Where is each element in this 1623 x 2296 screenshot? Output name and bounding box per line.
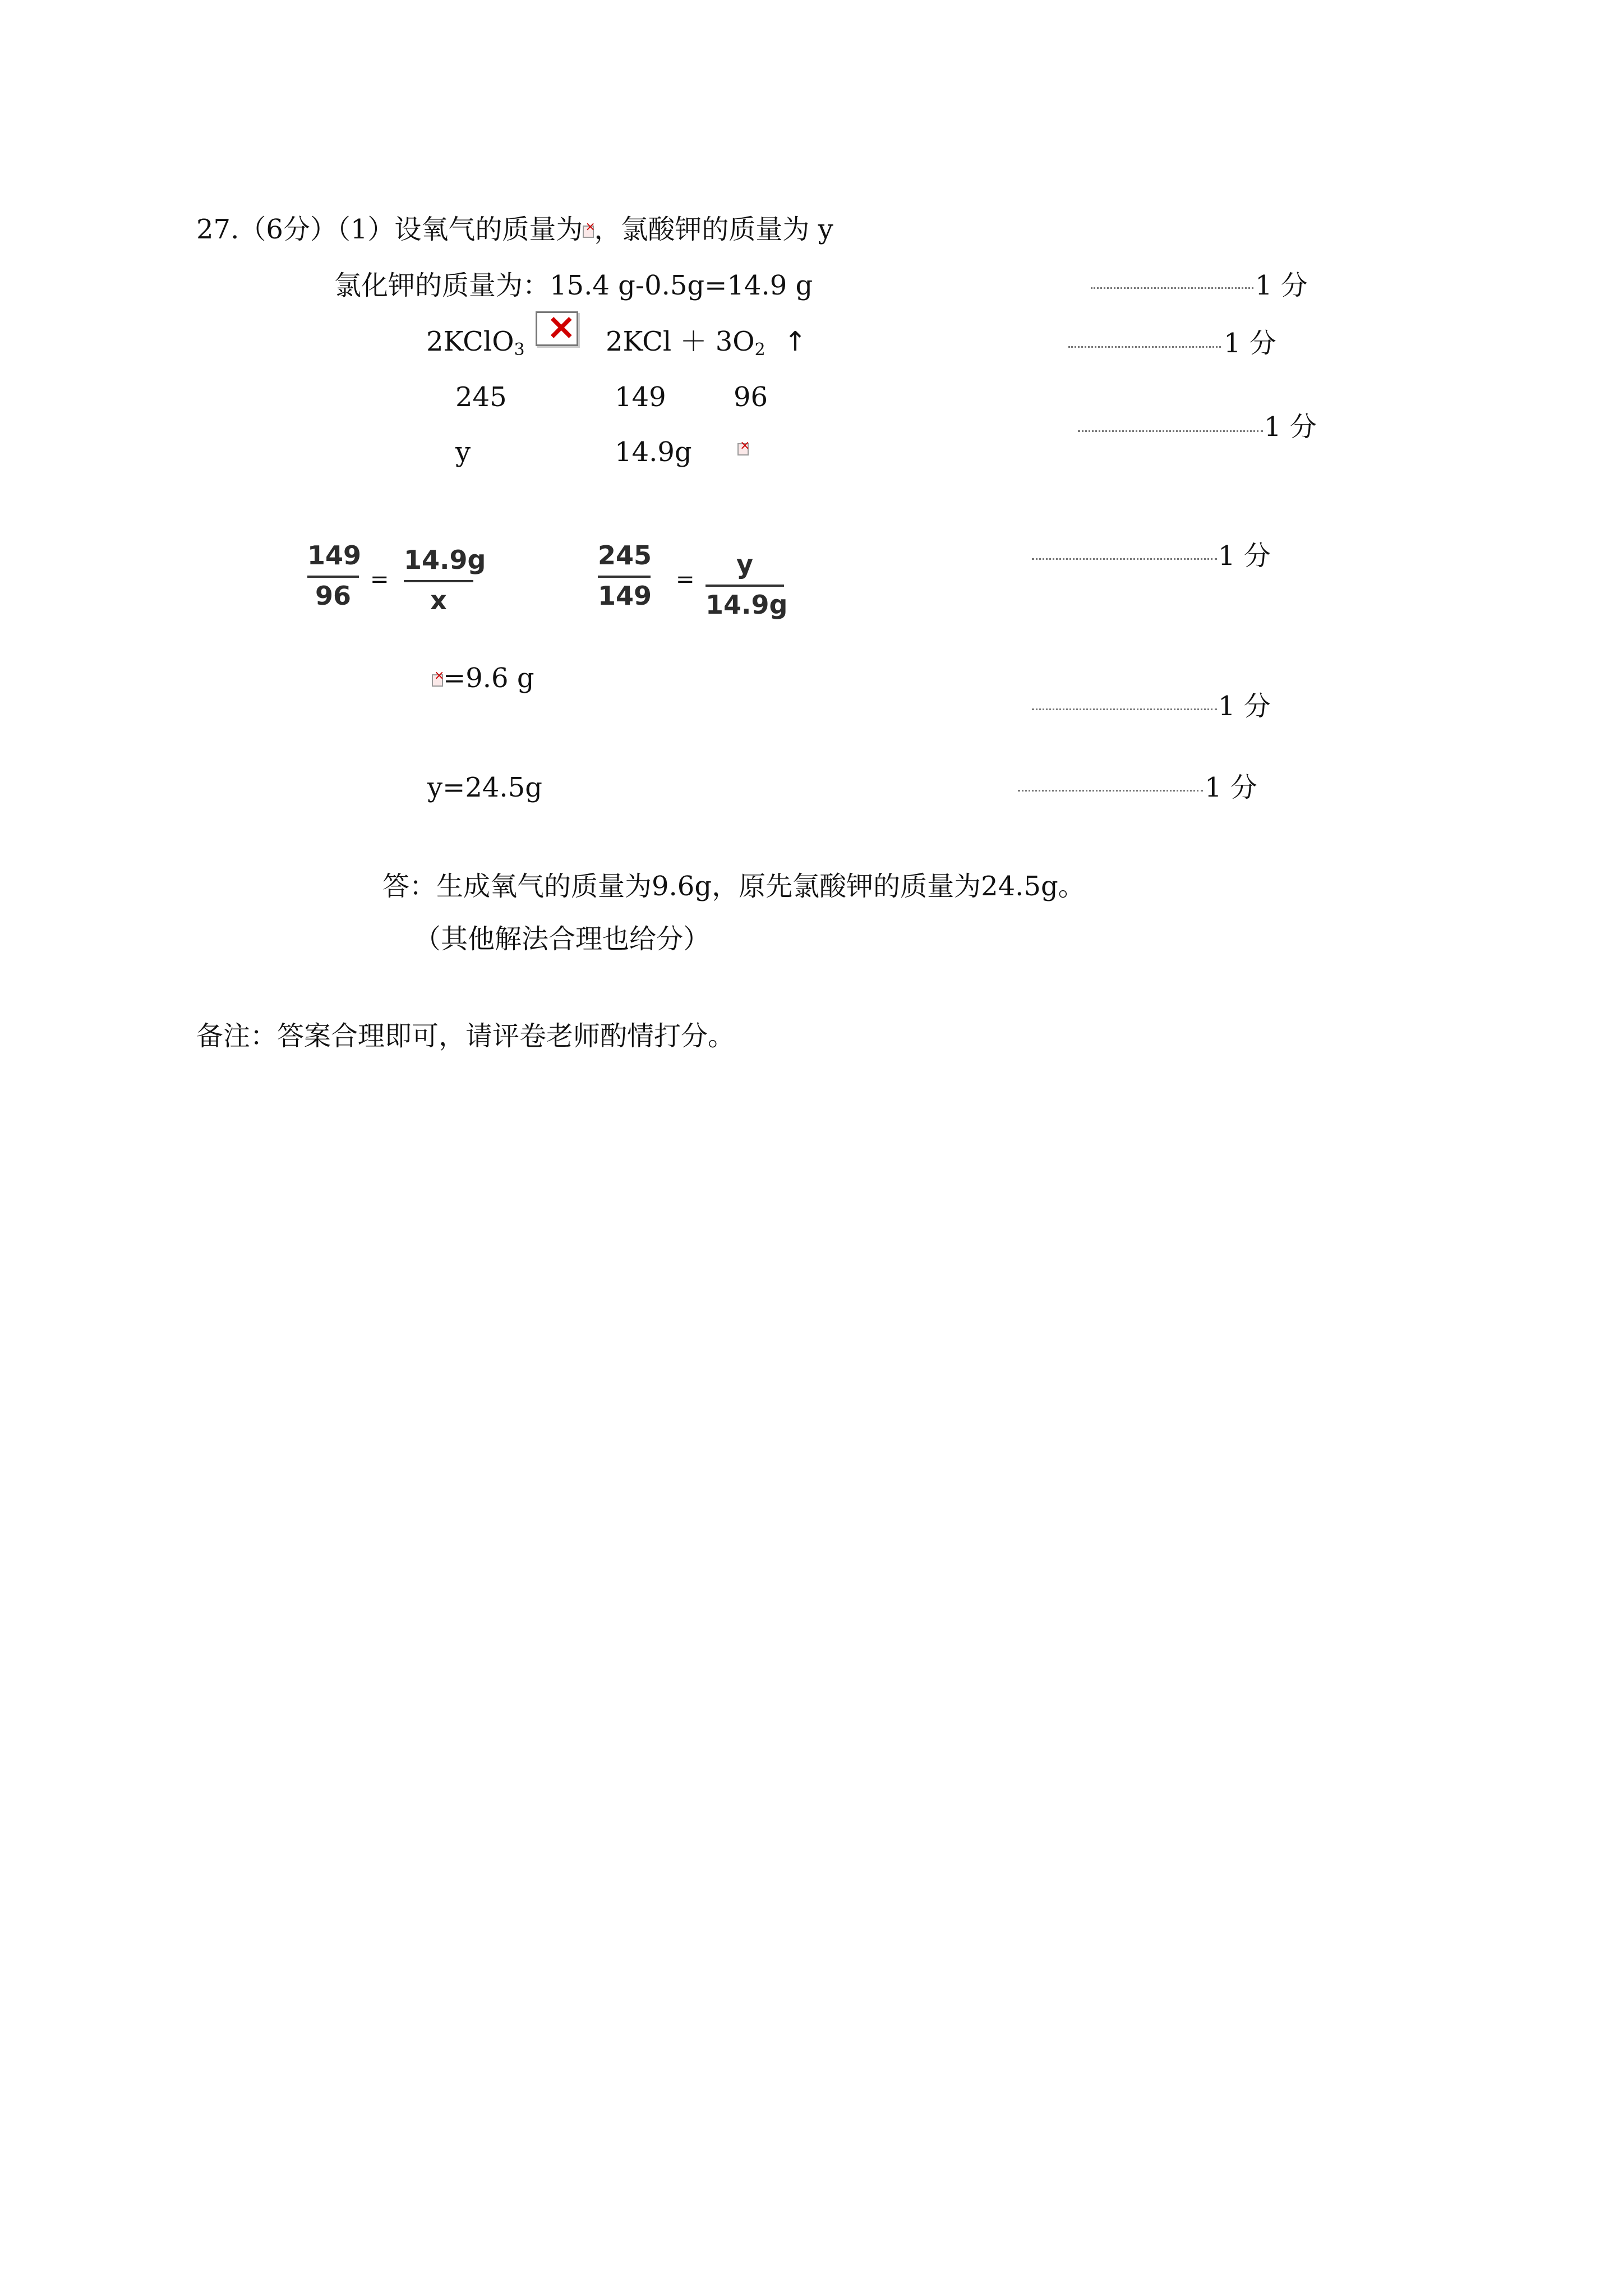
answer-line: 答：生成氧气的质量为9.6g，原先氯酸钾的质量为24.5g。 [382,871,1085,902]
fraction-denominator: 96 [315,580,351,611]
reactant-text: 2KClO [426,326,514,357]
fraction-bar [598,576,651,578]
fraction-numerator: 14.9g [404,545,486,575]
header-text: 27.（6分）（1）设氧气的质量为 [196,214,583,245]
products-text: 2KCl ＋ 3O [606,326,755,357]
x-result-text: =9.6 g [443,662,534,694]
kcl-mass-line: 氯化钾的质量为：15.4 g-0.5g=14.9 g [334,270,813,301]
fraction-denominator: 149 [598,580,652,611]
gas-arrow-icon: ↑ [783,326,807,357]
score-label: 1 分 [1255,270,1308,301]
products-subscript: 2 [754,340,766,360]
fraction-y-14.9g [706,549,788,621]
equals-sign: = [370,567,389,592]
fraction-14.9g-x [404,544,486,616]
fraction-numerator: 245 [598,540,652,570]
header-tail-text: ，氯酸钾的质量为 y [594,214,833,245]
score-label: 1 分 [1218,691,1271,722]
fraction-numerator: 149 [307,540,362,570]
equals-sign: = [676,567,695,592]
product-formula [606,326,807,360]
reactant-formula [426,326,525,360]
known-kcl: 14.9g [615,436,692,468]
fraction-numerator: y [736,549,753,579]
reaction-condition-image-icon [536,311,578,346]
broken-image-icon [583,226,594,238]
score-label: 1 分 [1205,772,1257,803]
x-result [432,662,534,694]
grading-remark: 备注：答案合理即可，请评卷老师酌情打分。 [196,1020,735,1052]
score-leader [1068,346,1221,348]
fraction-149-96 [307,540,362,612]
molar-mass-kclo3: 245 [455,381,507,413]
fraction-bar [307,576,359,578]
score-label: 1 分 [1218,540,1271,572]
score-leader [1091,287,1253,289]
fraction-denominator: 14.9g [706,589,788,620]
molar-mass-kcl: 149 [615,381,666,413]
score-leader [1018,790,1203,792]
reactant-subscript: 3 [514,340,525,360]
alternative-method-note: （其他解法合理也给分） [414,923,711,955]
fraction-245-149 [598,540,651,612]
score-label: 1 分 [1264,411,1317,443]
score-leader [1032,558,1217,560]
problem-header [196,216,833,243]
score-label: 1 分 [1224,328,1276,359]
y-result: y=24.5g [427,772,542,803]
fraction-denominator: x [430,585,447,615]
molar-mass-o2: 96 [734,381,768,413]
broken-image-icon [737,443,749,455]
fraction-bar [706,585,784,587]
score-leader [1078,430,1263,432]
score-leader [1032,708,1217,710]
broken-image-icon [432,674,443,687]
known-y: y [455,436,471,468]
fraction-bar [404,580,473,582]
